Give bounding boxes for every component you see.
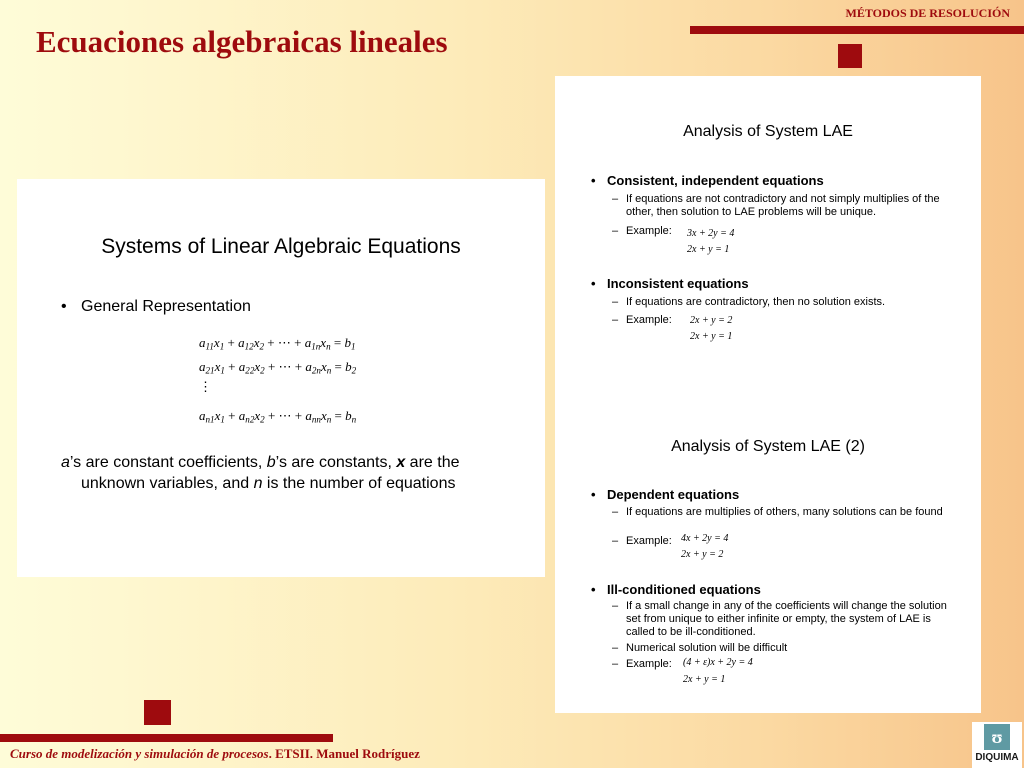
top-square	[838, 44, 862, 68]
logo-text: DIQUIMA	[975, 752, 1019, 763]
bottom-rule	[0, 734, 333, 742]
diquima-logo	[972, 722, 1022, 768]
consistent-equation-2: 2x + y = 1	[687, 244, 730, 255]
dependent-description: – If equations are multiplies of others, many solutions can be found	[612, 506, 943, 518]
right-slide-title-2: Analysis of System LAE (2)	[671, 438, 865, 455]
vertical-ellipsis: ⋮	[199, 379, 212, 394]
bullet-consistent: • Consistent, independent equations	[591, 173, 824, 188]
left-slide-panel	[17, 179, 545, 577]
consistent-example-label: – Example:	[612, 225, 672, 237]
dependent-equation-1: 4x + 2y = 4	[681, 533, 729, 544]
top-rule	[690, 26, 1024, 34]
right-slide-panel	[555, 76, 981, 713]
consistent-equation-1: 3x + 2y = 4	[687, 228, 735, 239]
inconsistent-equation-2: 2x + y = 1	[690, 331, 733, 342]
dependent-equation-2: 2x + y = 2	[681, 549, 724, 560]
inconsistent-example-label: – Example:	[612, 314, 672, 326]
dependent-example-label: – Example:	[612, 535, 672, 547]
footer-text: Curso de modelización y simulación de procesos. ETSII. Manuel Rodríguez	[10, 746, 420, 761]
left-slide-title: Systems of Linear Algebraic Equations	[101, 235, 461, 258]
variables-description: a’s are constant coefficients, b’s are constants, x are the unknown variables, and n is the number of equations	[61, 454, 460, 492]
bullet-dependent: • Dependent equations	[591, 487, 740, 502]
ill-conditioned-note: – Numerical solution will be difficult	[612, 642, 788, 654]
right-slide-title: Analysis of System LAE	[683, 123, 853, 140]
page-title: Ecuaciones algebraicas lineales	[36, 24, 448, 59]
ill-conditioned-equation-2: 2x + y = 1	[683, 674, 726, 685]
bullet-inconsistent: • Inconsistent equations	[591, 276, 749, 291]
consistent-description: – If equations are not contradictory and not simply multiplies of the other, then solution to LAE problems will be unique.	[612, 193, 940, 218]
bullet-ill-conditioned: • Ill-conditioned equations	[591, 582, 761, 597]
inconsistent-description: – If equations are contradictory, then no solution exists.	[612, 296, 886, 308]
bullet-general-representation: • General Representation	[61, 298, 251, 315]
equation-row: $a_{11}x_1 + a_{12}x_2$ + ⋯ + $a_{1n}x_n = b_1$	[199, 335, 356, 352]
equation-row: $a_{21}x_1 + a_{22}x_2$ + ⋯ + $a_{2n}x_n = b_2$	[199, 359, 357, 376]
section-header: MÉTODOS DE RESOLUCIÓN	[845, 6, 1010, 20]
bottom-square	[144, 700, 171, 725]
ill-conditioned-description: – If a small change in any of the coefficients will change the solution set from unique to either infinite or empty, the system of LAE is called to be ill-conditioned.	[612, 600, 947, 638]
ill-conditioned-example-label: – Example:	[612, 658, 672, 670]
inconsistent-equation-1: 2x + y = 2	[690, 315, 733, 326]
bullet-label: General Representation	[81, 298, 251, 315]
logo-mark-icon: ʊ	[984, 724, 1010, 750]
ill-conditioned-equation-1: (4 + ε)x + 2y = 4	[683, 657, 753, 668]
equation-row: $a_{n1}x_1 + a_{n2}x_2$ + ⋯ + $a_{nn}x_n = b_n$	[199, 408, 357, 425]
